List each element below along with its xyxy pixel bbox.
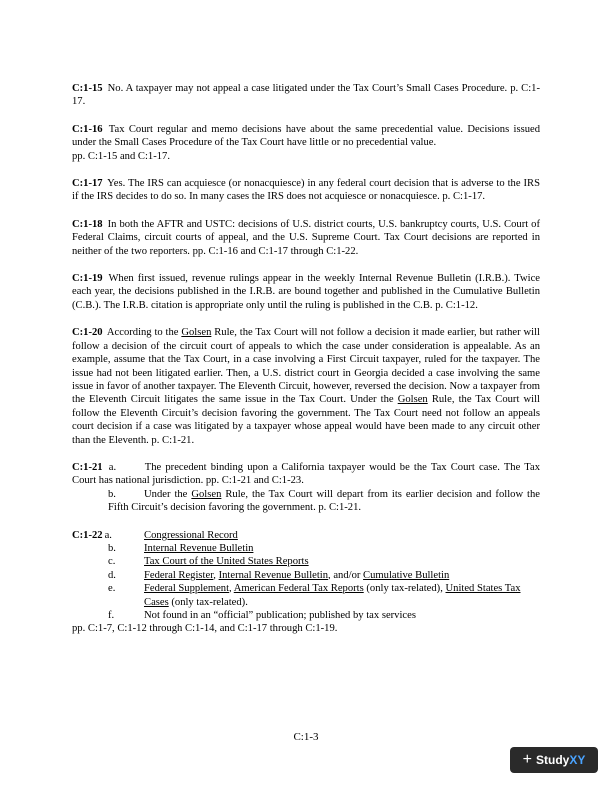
separator: , and/or (328, 569, 364, 581)
golsen-term: Golsen (191, 488, 222, 500)
plus-icon: + (522, 751, 532, 768)
golsen-term: Golsen (397, 394, 428, 406)
sub-label-a: a. (108, 461, 117, 473)
list-label: a. (104, 529, 112, 541)
answer-c1-16 (72, 123, 540, 163)
answer-text: In both the AFTR and USTC: decisions of U.S. district courts, U.S. bankruptcy courts, U.S. Court of Federal Claims, circuit courts of appeal, and the U.S. Supreme Court. Tax Court decisions are reported in neither of the two reporters. pp. C:1-16 and C:1-17 through C:1-22. (72, 218, 540, 257)
ustc-title: United States Tax Cases (144, 583, 521, 608)
answer-number: C:1-17 (72, 178, 103, 190)
answer-text-part: Rule, the Tax Court will not follow a decision it made earlier, but rather will follow a decision of the circuit court of appeals to which the case under consideration is appealable. As an example, assume that the Tax Court, in a case involving a First Circuit taxpayer, ruled for the taxpayer. The issue had not been litigated earlier. Then, a U.S. district court in Georgia decided a case involving the same issue in favor of another taxpayer. The Eleventh Circuit, however, reversed the decision. Now a taxpayer from the Eleventh Circuit litigates the same issue in the Tax Court. Under the (72, 327, 540, 406)
aftr-title: American Federal Tax Reports (233, 583, 364, 595)
answer-c1-17 (72, 177, 540, 204)
list-text: Internal Revenue Bulletin (144, 542, 254, 554)
answer-number: C:1-22 (72, 529, 103, 541)
answer-c1-21 (72, 461, 540, 515)
answer-text-part: Under the (144, 488, 192, 500)
badge-text-accent: XY (569, 753, 586, 767)
answer-number: C:1-18 (72, 218, 103, 230)
separator: (only tax-related), (363, 583, 446, 595)
list-text: Tax Court of the United States Reports (144, 556, 309, 568)
answer-text: When first issued, revenue rulings appear in the weekly Internal Revenue Bulletin (I.R.B.). Twice each year, the decisions published in the I.R.B. are bound together and published in the Cumulative Bulletin (C.B.). The I.R.B. citation is appropriate only until the ruling is published in the C.B. p. C:1-12. (72, 273, 540, 311)
list-label: b. (108, 542, 116, 554)
separator: , (229, 583, 234, 595)
list-item-b (72, 542, 540, 555)
answer-number: C:1-21 (72, 461, 103, 473)
answer-c1-15 (72, 82, 540, 109)
federal-supplement-title: Federal Supplement (144, 583, 230, 595)
answer-number: C:1-19 (72, 273, 103, 285)
separator: , (213, 569, 219, 581)
answer-number: C:1-15 (72, 83, 103, 94)
answer-c1-22 (72, 529, 540, 636)
sub-label-b: b. (108, 488, 116, 500)
irb-title: Internal Revenue Bulletin (218, 569, 329, 581)
answer-number: C:1-16 (72, 123, 103, 135)
list-text: Congressional Record (144, 529, 238, 541)
cumulative-bulletin-title: Cumulative Bulletin (363, 569, 450, 581)
golsen-term: Golsen (181, 327, 212, 339)
list-item-d (72, 569, 540, 582)
answer-c1-19 (72, 272, 540, 312)
badge-text (536, 753, 585, 767)
answer-c1-18 (72, 218, 540, 258)
separator: (only tax-related). (168, 596, 248, 608)
studyxy-badge[interactable] (510, 747, 598, 773)
answer-c1-21-b (72, 488, 540, 515)
answer-text: No. A taxpayer may not appeal a case litigated under the Tax Court’s Small Cases Procedure. p. C:1-17. (72, 83, 540, 108)
list-item-a (72, 529, 540, 542)
answer-reference: pp. C:1-15 and C:1-17. (72, 150, 170, 162)
answer-text: Yes. The IRS can acquiesce (or nonacquiesce) in any federal court decision that is adverse to the IRS if the IRS decides to do so. In many cases the IRS does not acquiesce or nonacquiesce. p. C:1-17. (72, 178, 540, 203)
badge-text-main: Study (535, 753, 570, 767)
answer-text: Tax Court regular and memo decisions have about the same precedential value. Decisions issued under the Small Cases Procedure of the Tax Court have little or no precedential value. (72, 123, 541, 149)
answer-content (72, 82, 540, 650)
answer-c1-20 (72, 326, 540, 447)
list-label: c. (108, 556, 116, 568)
answer-reference: pp. C:1-7, C:1-12 through C:1-14, and C:1-17 through C:1-19. (72, 623, 338, 635)
list-text (144, 582, 540, 609)
list-label: f. (108, 610, 115, 621)
list-label: e. (108, 583, 116, 595)
list-label: d. (108, 569, 116, 581)
list-item-c (72, 555, 540, 568)
list-item-f (72, 609, 540, 622)
federal-register-title: Federal Register (144, 569, 214, 581)
list-text: Not found in an “official” publication; published by tax services (144, 610, 416, 621)
list-label-group (72, 529, 144, 542)
list-item-e (72, 582, 540, 609)
answer-text: The precedent binding upon a California taxpayer would be the Tax Court case. The Tax Court has national jurisdiction. pp. C:1-21 and C:1-23. (72, 461, 540, 487)
answer-number: C:1-20 (72, 327, 103, 339)
list-text (144, 569, 540, 582)
page-number: C:1-3 (293, 731, 319, 743)
answer-text-part: Rule, the Tax Court will follow the Eleventh Circuit’s decision favoring the government. The Tax Court need not follow an appeals court decision if a case was litigated by a taxpayer whose appeal would have been made to any circuit other than the Eleventh. p. C:1-21. (72, 394, 540, 446)
answer-text-part: According to the (106, 327, 182, 339)
answer-text-part: Rule, the Tax Court will depart from its earlier decision and follow the Fifth Circuit’s decision favoring the government. p. C:1-21. (108, 488, 541, 514)
